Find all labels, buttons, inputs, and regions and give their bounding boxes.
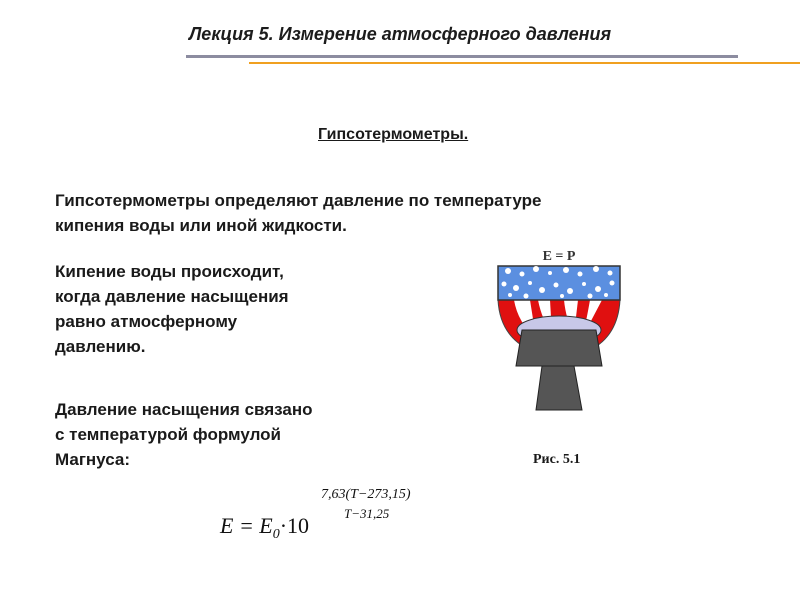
paragraph-magnus: Давление насыщения связано с температурой формулой Магнуса: (55, 400, 313, 469)
burner-base (536, 366, 582, 410)
formula-lhs: E = E (220, 513, 273, 538)
title-divider-orange (249, 62, 800, 64)
boiling-water-figure (478, 238, 638, 418)
paragraph-definition: Гипсотермометры определяют давление по температуре кипения воды или иной жидкости. (55, 191, 542, 235)
formula-exp-numerator: 7,63(T−273,15) (321, 487, 411, 502)
slide-title: Лекция 5. Измерение атмосферного давления (188, 24, 612, 44)
formula-subscript: 0 (272, 527, 280, 542)
section-heading: Гипсотермометры. (318, 126, 469, 143)
title-divider-gray (186, 55, 738, 58)
figure-label: E = P (542, 249, 576, 264)
svg-text:E = E0·10 (219, 513, 309, 542)
water-vessel (498, 266, 620, 300)
figure-caption: Рис. 5.1 (533, 452, 581, 467)
magnus-formula (216, 480, 456, 550)
formula-base: ·10 (279, 513, 310, 538)
paragraph-boiling: Кипение воды происходит, когда давление насыщения равно атмосферному давлению. (55, 262, 289, 356)
formula-exp-denominator: T−31,25 (344, 506, 390, 521)
burner-body (516, 330, 602, 366)
